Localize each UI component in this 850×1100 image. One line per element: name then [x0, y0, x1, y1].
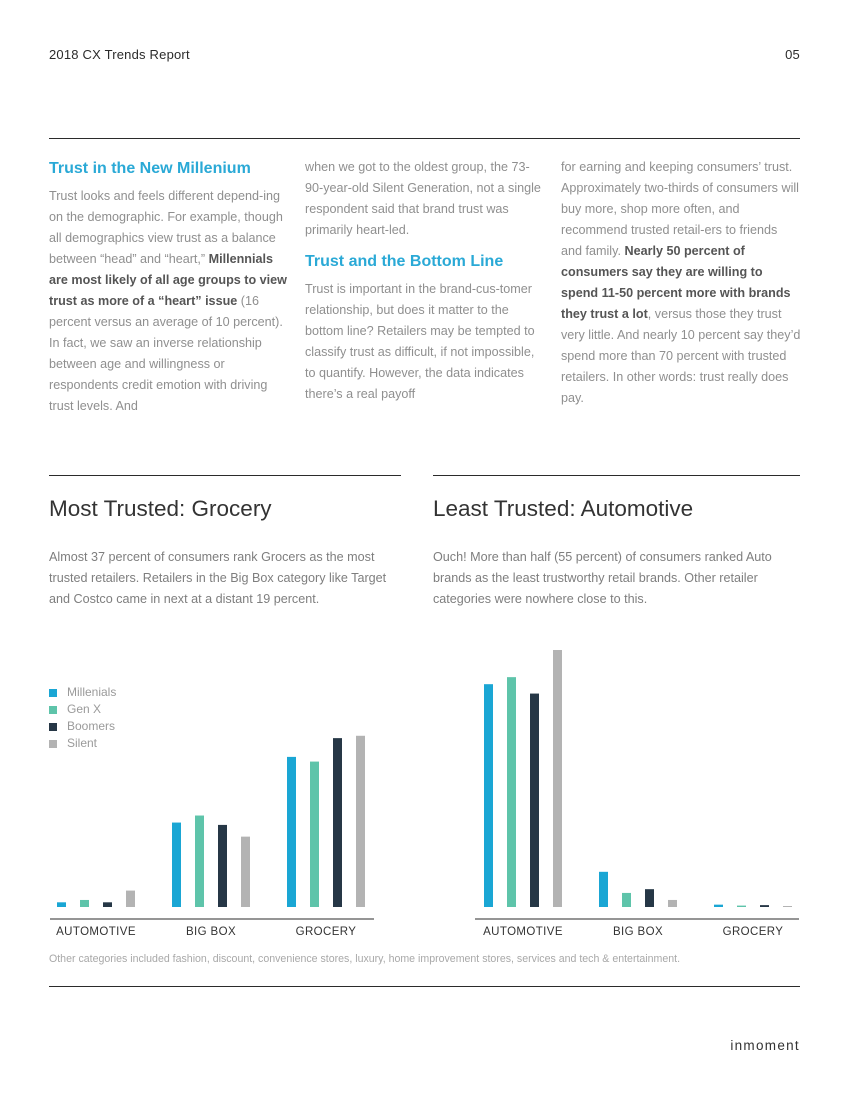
chart-most-trusted [40, 650, 385, 950]
report-title: 2018 CX Trends Report [49, 47, 190, 62]
column-1-paragraph [49, 186, 289, 417]
bar-big-box-boomers [218, 825, 227, 907]
column-2-paragraph-2: Trust is important in the brand-cus-tomer relationship, but does it matter to the bottom line? Retailers may be tempted to classify trust as difficult, if not impossible, to quantify. However, the data indicates there’s a real payoff [305, 282, 535, 401]
bar-automotive-silent [553, 650, 562, 907]
bar-big-box-boomers [645, 889, 654, 907]
column-2 [305, 157, 543, 405]
bar-automotive-boomers [530, 694, 539, 907]
text-span: , versus those they trust very little. And nearly 10 percent say they’d spend more than 70 percent with trusted retailers. In other words: trust really does pay. [561, 307, 801, 405]
bar-automotive-gen-x [507, 677, 516, 907]
bar-big-box-gen-x [622, 893, 631, 907]
text-span: Trust looks and feels different depend-ing on the demographic. For example, though all demographics view trust as a balance between “head” and “heart,” [49, 189, 283, 266]
bar-big-box-millenials [599, 872, 608, 907]
bar-grocery-millenials [287, 757, 296, 907]
top-divider [49, 138, 800, 139]
bar-automotive-gen-x [80, 900, 89, 907]
x-tick-label: GROCERY [722, 926, 784, 938]
chart-least-trusted [465, 650, 810, 950]
bar-automotive-silent [126, 891, 135, 907]
bar-big-box-silent [668, 900, 677, 907]
bold-text: Millennials are most likely of all age groups to view trust as more of a “heart” issue [49, 252, 287, 308]
x-tick-label: BIG BOX [185, 926, 237, 938]
left-section-divider [49, 475, 401, 476]
page-number: 05 [785, 47, 800, 62]
bar-grocery-boomers [760, 905, 769, 907]
bar-grocery-silent [783, 906, 792, 907]
section-title-most-trusted: Most Trusted: Grocery [49, 496, 272, 521]
text-span: (16 percent versus an average of 10 percent). In fact, we saw an inverse relationship between age and willingness or respondents credit emotion with driving trust levels. And [49, 294, 283, 413]
bar-big-box-gen-x [195, 816, 204, 907]
column-2-paragraph-1: when we got to the oldest group, the 73-90-year-old Silent Generation, not a single respondent said that brand trust was primarily heart-led. [305, 160, 541, 237]
bar-automotive-millenials [57, 902, 66, 907]
bar-big-box-millenials [172, 823, 181, 907]
legend-label: Silent [67, 736, 98, 750]
x-tick-label: BIG BOX [612, 926, 664, 938]
legend-label: Boomers [67, 719, 116, 733]
text-span: for earning and keeping consumers’ trust. Approximately two-thirds of consumers will buy more, shop more often, and recommend trusted retail-ers to friends and family. [561, 160, 799, 258]
column-1 [49, 158, 289, 417]
bar-automotive-millenials [484, 684, 493, 907]
legend-label: Gen X [67, 702, 102, 716]
section-text-most-trusted: Almost 37 percent of consumers rank Grocers as the most trusted retailers. Retailers in the Big Box category like Target and Costco came in next at a distant 19 percent. [49, 550, 387, 606]
x-tick-label: AUTOMOTIVE [483, 926, 563, 938]
chart-footnote: Other categories included fashion, discount, convenience stores, luxury, home improvement stores, services and tech & entertainment. [49, 953, 681, 965]
bold-text: Nearly 50 percent of consumers say they are willing to spend 11-50 percent more with brands they trust a lot [561, 244, 791, 321]
inmoment-logo: inmoment [730, 1038, 800, 1053]
bar-grocery-silent [356, 736, 365, 907]
bar-grocery-gen-x [737, 906, 746, 907]
x-tick-label: AUTOMOTIVE [56, 926, 136, 938]
bar-grocery-boomers [333, 738, 342, 907]
x-tick-label: GROCERY [295, 926, 357, 938]
bar-automotive-boomers [103, 902, 112, 907]
bar-big-box-silent [241, 837, 250, 907]
section-text-least-trusted: Ouch! More than half (55 percent) of consumers ranked Auto brands as the least trustworthy retail brands. Other retailer categories were nowhere close to this. [433, 550, 772, 606]
column-3-paragraph [561, 157, 801, 409]
legend-label: Millenials [67, 685, 117, 699]
bottom-divider [49, 986, 800, 987]
bar-grocery-gen-x [310, 762, 319, 907]
heading-trust-new-millenium: Trust in the New Millenium [49, 160, 251, 177]
section-title-least-trusted: Least Trusted: Automotive [433, 496, 694, 521]
bar-grocery-millenials [714, 905, 723, 907]
heading-trust-bottom-line: Trust and the Bottom Line [305, 253, 504, 270]
right-section-divider [433, 475, 800, 476]
column-3 [561, 157, 801, 409]
